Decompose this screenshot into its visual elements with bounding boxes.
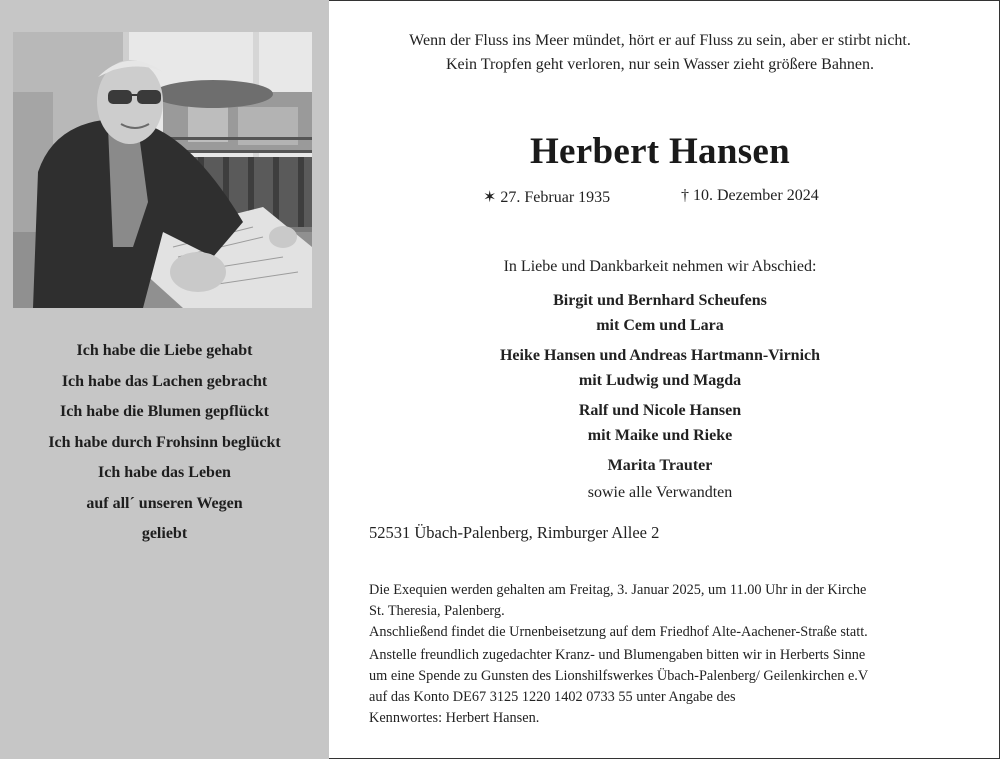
- detail-line: auf das Konto DE67 3125 1220 1402 0733 55 unter Angabe des: [369, 689, 736, 705]
- mourner-group: [329, 288, 991, 338]
- mourner-line: mit Maike und Rieke: [587, 427, 733, 444]
- donation-paragraph: [369, 645, 868, 729]
- poem-line: Ich habe die Liebe gehabt: [76, 342, 253, 359]
- mourner-group: [329, 343, 991, 393]
- poem-line: Ich habe das Lachen gebracht: [61, 372, 268, 390]
- poem-line: auf all´ unseren Wegen: [86, 494, 243, 512]
- deceased-name: Herbert Hansen: [529, 131, 791, 172]
- poem: [0, 336, 329, 550]
- detail-line: um eine Spende zu Gunsten des Lionshilfswerkes Übach-Palenberg/ Geilenkirchen e.V: [369, 668, 869, 684]
- portrait-photo: [13, 32, 312, 308]
- notice-main: [329, 0, 1000, 759]
- mourner-line: Ralf und Nicole Hansen: [578, 402, 742, 419]
- opening-quote: [329, 29, 991, 77]
- mourner-line: Birgit und Bernhard Scheufens: [553, 292, 767, 309]
- poem-line: Ich habe das Leben: [98, 464, 231, 481]
- mourner-line: mit Ludwig und Magda: [578, 372, 742, 389]
- death-date: † 10. Dezember 2024: [681, 187, 819, 204]
- quote-line: Kein Tropfen geht verloren, nur sein Wasser zieht größere Bahnen.: [445, 56, 875, 73]
- sidebar: [0, 0, 329, 759]
- detail-line: Kennwortes: Herbert Hansen.: [369, 710, 540, 726]
- mourner-line: Heike Hansen und Andreas Hartmann-Virnich: [499, 347, 821, 364]
- poem-line: Ich habe durch Frohsinn beglückt: [48, 433, 281, 451]
- exequien-paragraph: [369, 580, 868, 643]
- mourner-group: [329, 453, 991, 478]
- mourner-line: mit Cem und Lara: [596, 317, 724, 334]
- detail-line: Die Exequien werden gehalten am Freitag, 3. Januar 2025, um 11.00 Uhr in der Kirche: [369, 582, 867, 598]
- mourner-group: [329, 398, 991, 448]
- poem-line: Ich habe die Blumen gepflückt: [60, 403, 269, 420]
- relatives-line: sowie alle Verwandten: [587, 484, 733, 501]
- mourner-line: Marita Trauter: [607, 457, 713, 474]
- detail-line: Anschließend findet die Urnenbeisetzung auf dem Friedhof Alte-Aachener-Straße statt.: [369, 624, 868, 640]
- birth-date: ✶ 27. Februar 1935: [483, 189, 611, 206]
- detail-line: St. Theresia, Palenberg.: [369, 603, 505, 619]
- quote-line: Wenn der Fluss ins Meer mündet, hört er auf Fluss zu sein, aber er stirbt nicht.: [409, 32, 911, 49]
- poem-line: geliebt: [141, 525, 188, 542]
- farewell-intro: In Liebe und Dankbarkeit nehmen wir Abschied:: [503, 258, 817, 275]
- detail-line: Anstelle freundlich zugedachter Kranz- und Blumengaben bitten wir in Herberts Sinne: [369, 647, 866, 663]
- address: 52531 Übach-Palenberg, Rimburger Allee 2: [369, 523, 660, 542]
- funeral-details: [369, 580, 868, 731]
- mourners-list: [329, 288, 991, 483]
